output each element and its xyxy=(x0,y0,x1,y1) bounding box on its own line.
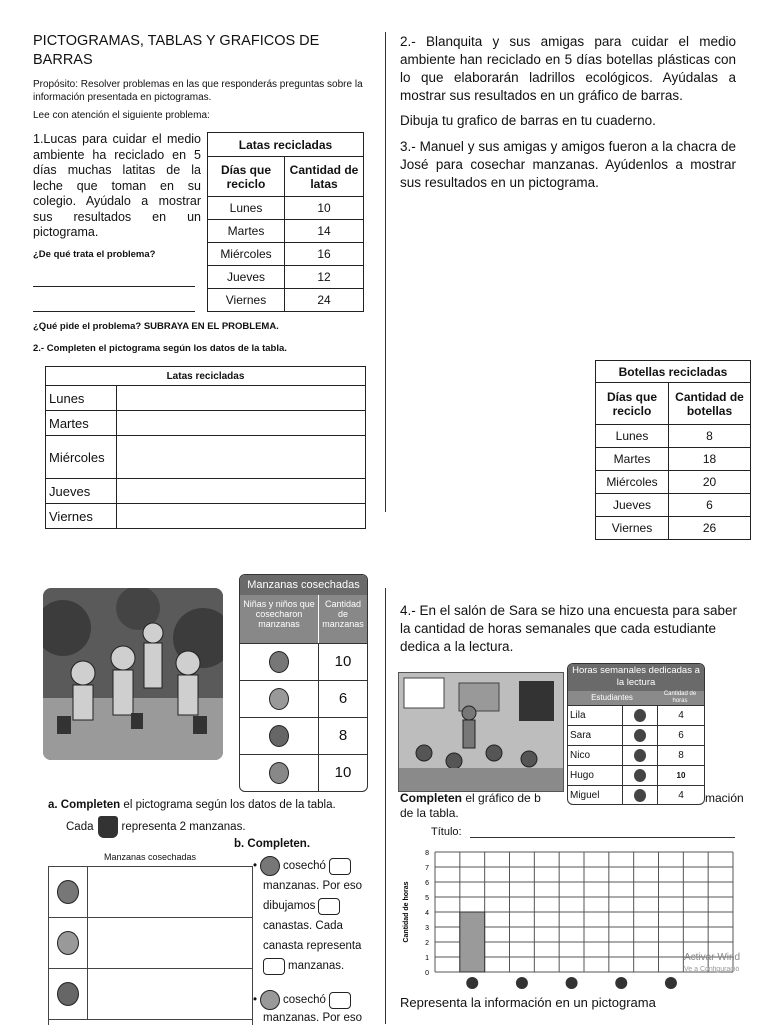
bottles-qty: 18 xyxy=(669,448,751,471)
instruction-a xyxy=(48,799,378,811)
student-name: Nico xyxy=(570,750,591,761)
b-block-2: • cosechó manzanas. Por eso xyxy=(253,990,368,1027)
complete-text: el gráfico de b xyxy=(465,791,541,805)
apples-pictogram xyxy=(48,866,253,1025)
classroom-illustration xyxy=(398,672,564,792)
picto-cell[interactable] xyxy=(117,479,366,504)
student-face-icon xyxy=(634,729,646,742)
y-tick-label: 7 xyxy=(425,865,429,872)
question-asks: ¿Qué pide el problema? SUBRAYA EN EL PROBLEMA. xyxy=(33,321,279,332)
bottles-day: Miércoles xyxy=(596,471,669,494)
answer-box[interactable] xyxy=(318,898,340,915)
apples-table-title: Manzanas cosechadas xyxy=(240,575,367,595)
student-hours: 8 xyxy=(678,750,684,761)
hours-table-title: Horas semanales dedicadas a la lectura xyxy=(568,664,704,691)
picto-cell[interactable] xyxy=(117,386,366,411)
bottles-day: Jueves xyxy=(596,494,669,517)
apples-picto-cell[interactable] xyxy=(88,918,252,968)
picto-day: Jueves xyxy=(46,479,117,504)
apples-picto-cell[interactable] xyxy=(88,867,252,917)
instruction-b: b. Completen. xyxy=(234,838,311,850)
student-name: Lila xyxy=(570,710,586,721)
apples-picto-title: Manzanas cosechadas xyxy=(103,852,197,862)
bottles-table-title: Botellas recicladas xyxy=(596,361,751,383)
student-hours: 4 xyxy=(678,790,684,801)
child-face-icon xyxy=(57,982,79,1006)
cans-qty: 10 xyxy=(285,197,364,220)
picto-cell[interactable] xyxy=(117,411,366,436)
column-divider-top xyxy=(385,32,386,512)
cans-table xyxy=(207,132,364,312)
b-line: canastas. Cada xyxy=(263,920,343,932)
hours-table xyxy=(567,663,705,805)
b-line: dibujamos xyxy=(263,900,316,912)
purpose-text: Propósito: Resolver problemas en las que responderás preguntas sobre la información presentada en pictogramas. xyxy=(33,79,363,103)
student-name: Hugo xyxy=(570,770,594,781)
student-hours: 10 xyxy=(676,771,686,780)
cans-header-qty: Cantidad de latas xyxy=(285,157,364,197)
student-hours: 6 xyxy=(678,730,684,741)
instruction-a-bold: a. Completen xyxy=(48,799,121,811)
watermark-line-2: Ve a Configuració xyxy=(684,966,740,973)
apples-header-qty: Cantidad de manzanas xyxy=(322,599,364,629)
bottles-qty: 8 xyxy=(669,425,751,448)
answer-line-1 xyxy=(33,286,195,287)
bottles-day: Martes xyxy=(596,448,669,471)
student-face-icon xyxy=(566,977,578,989)
cans-day: Viernes xyxy=(208,289,285,312)
bottles-qty: 26 xyxy=(669,517,751,540)
student-face-icon xyxy=(634,789,646,802)
apples-table xyxy=(239,574,368,792)
student-name: Miguel xyxy=(570,790,600,801)
bottles-day: Lunes xyxy=(596,425,669,448)
hours-header-qty: Cantidad de horas xyxy=(663,691,697,704)
chart-title-line[interactable] xyxy=(470,837,735,838)
hours-bar-chart xyxy=(395,842,740,1014)
instruction-a-text: el pictograma según los datos de la tabla. xyxy=(123,799,336,811)
child-face-icon xyxy=(269,651,289,673)
picto-day: Viernes xyxy=(46,504,117,529)
cada-label: Cada xyxy=(66,821,94,833)
cans-day: Jueves xyxy=(208,266,285,289)
student-face-icon xyxy=(516,977,528,989)
apples-qty: 8 xyxy=(338,727,348,744)
problem-1-text: 1.Lucas para cuidar el medio ambiente ha reciclado en 5 días muchas latitas de la leche que toman en su colegio. Ayúdalo a mostrar sus resultados en un pictograma. xyxy=(33,132,201,239)
student-face-icon xyxy=(634,769,646,782)
bottles-header-days: Días que reciclo xyxy=(596,383,669,425)
answer-box[interactable] xyxy=(329,992,351,1009)
child-face-icon xyxy=(269,762,289,784)
draw-note: Dibuja tu grafico de barras en tu cuaderno. xyxy=(400,113,656,128)
picto-day: Martes xyxy=(46,411,117,436)
worksheet-title: PICTOGRAMAS, TABLAS Y GRAFICOS DE BARRAS xyxy=(33,33,320,68)
apples-qty: 6 xyxy=(338,690,348,707)
basket-icon xyxy=(98,816,118,838)
b-line: canasta representa xyxy=(263,940,362,952)
cans-pictogram-table xyxy=(45,366,366,529)
watermark-line-1: Activar Wind xyxy=(684,952,741,963)
b-cosecho: cosechó xyxy=(283,993,326,1006)
child-face-icon xyxy=(269,725,289,747)
answer-box[interactable] xyxy=(329,858,351,875)
b-cosecho: cosechó xyxy=(283,860,326,872)
child-face-icon xyxy=(260,990,280,1010)
answer-line-2 xyxy=(33,311,195,312)
complete-instruction xyxy=(400,791,565,805)
picto-table-title: Latas recicladas xyxy=(46,367,366,386)
harvest-illustration xyxy=(43,588,223,760)
child-face-icon xyxy=(57,931,79,955)
bottles-qty: 20 xyxy=(669,471,751,494)
apples-header-kids: Niñas y niños que cosecharon manzanas xyxy=(240,595,319,643)
represents-label: representa 2 manzanas. xyxy=(121,821,246,833)
represent-text: Representa la información en un pictograma xyxy=(400,995,656,1010)
bottles-table xyxy=(595,360,751,540)
instruction-2: 2.- Completen el pictograma según los datos de la tabla. xyxy=(33,343,287,354)
y-tick-label: 2 xyxy=(425,940,429,947)
y-tick-label: 3 xyxy=(425,925,429,932)
question-about: ¿De qué trata el problema? xyxy=(33,249,156,260)
student-face-icon xyxy=(634,709,646,722)
apples-picto-cell[interactable] xyxy=(88,969,252,1019)
cans-qty: 12 xyxy=(285,266,364,289)
y-tick-label: 8 xyxy=(425,850,429,857)
y-tick-label: 6 xyxy=(425,880,429,887)
bottles-day: Viernes xyxy=(596,517,669,540)
picto-cell[interactable] xyxy=(117,504,366,529)
cans-header-days: Días que reciclo xyxy=(208,157,285,197)
student-face-icon xyxy=(466,977,478,989)
y-tick-label: 5 xyxy=(425,895,429,902)
complete-tail: mación xyxy=(705,791,744,805)
child-face-icon xyxy=(57,880,79,904)
hours-header-students: Estudiantes xyxy=(591,693,633,702)
b-block-1: • cosechó manzanas. Por eso dibujamos canastas. Cada canasta representa manzanas. xyxy=(253,856,368,976)
y-tick-label: 4 xyxy=(425,910,429,917)
column-divider-bottom xyxy=(385,588,386,1024)
y-tick-label: 1 xyxy=(425,955,429,962)
picto-day: Miércoles xyxy=(46,436,117,479)
apples-qty: 10 xyxy=(334,653,352,670)
problem-4-text: 4.- En el salón de Sara se hizo una encuesta para saber la cantidad de horas semanales que cada estudiante dedica a la lectura. xyxy=(400,603,737,654)
chart-title-label: Título: xyxy=(431,826,462,838)
cans-day: Lunes xyxy=(208,197,285,220)
cans-qty: 16 xyxy=(285,243,364,266)
read-prompt: Lee con atención el siguiente problema: xyxy=(33,110,210,121)
b-line: manzanas. Por eso xyxy=(263,880,363,892)
answer-box[interactable] xyxy=(263,958,285,975)
problem-2-text: 2.- Blanquita y sus amigas para cuidar el medio ambiente han reciclado en 5 días botellas plásticas con lo que elaborarán ladrillos ecológicos. Ayúdalas a mostrar sus resultados en un gráfico de barras. xyxy=(400,34,736,103)
b-line: manzanas. xyxy=(288,960,345,972)
problem-3-text: 3.- Manuel y sus amigas y amigos fueron a la chacra de José para cosechar manzanas. Ayúdenlos a mostrar sus resultados en un pictograma. xyxy=(400,139,736,190)
student-face-icon xyxy=(615,977,627,989)
bottles-qty: 6 xyxy=(669,494,751,517)
student-name: Sara xyxy=(570,730,592,741)
student-hours: 4 xyxy=(678,710,684,721)
picto-cell[interactable] xyxy=(117,436,366,479)
cans-qty: 14 xyxy=(285,220,364,243)
picto-day: Lunes xyxy=(46,386,117,411)
complete-line-2: de la tabla. xyxy=(400,806,459,820)
apples-qty: 10 xyxy=(334,764,352,781)
y-tick-label: 0 xyxy=(425,970,429,977)
cans-day: Miércoles xyxy=(208,243,285,266)
complete-bold: Completen xyxy=(400,791,463,805)
child-face-icon xyxy=(260,856,280,876)
cans-table-title: Latas recicladas xyxy=(208,133,364,157)
cans-qty: 24 xyxy=(285,289,364,312)
bottles-header-qty: Cantidad de botellas xyxy=(669,383,751,425)
bar-lila xyxy=(460,912,485,972)
b-line: manzanas. Por eso xyxy=(263,1012,363,1024)
cans-day: Martes xyxy=(208,220,285,243)
student-face-icon xyxy=(665,977,677,989)
student-face-icon xyxy=(634,749,646,762)
basket-legend xyxy=(66,816,326,838)
child-face-icon xyxy=(269,688,289,710)
y-axis-label: Cantidad de horas xyxy=(403,881,410,943)
